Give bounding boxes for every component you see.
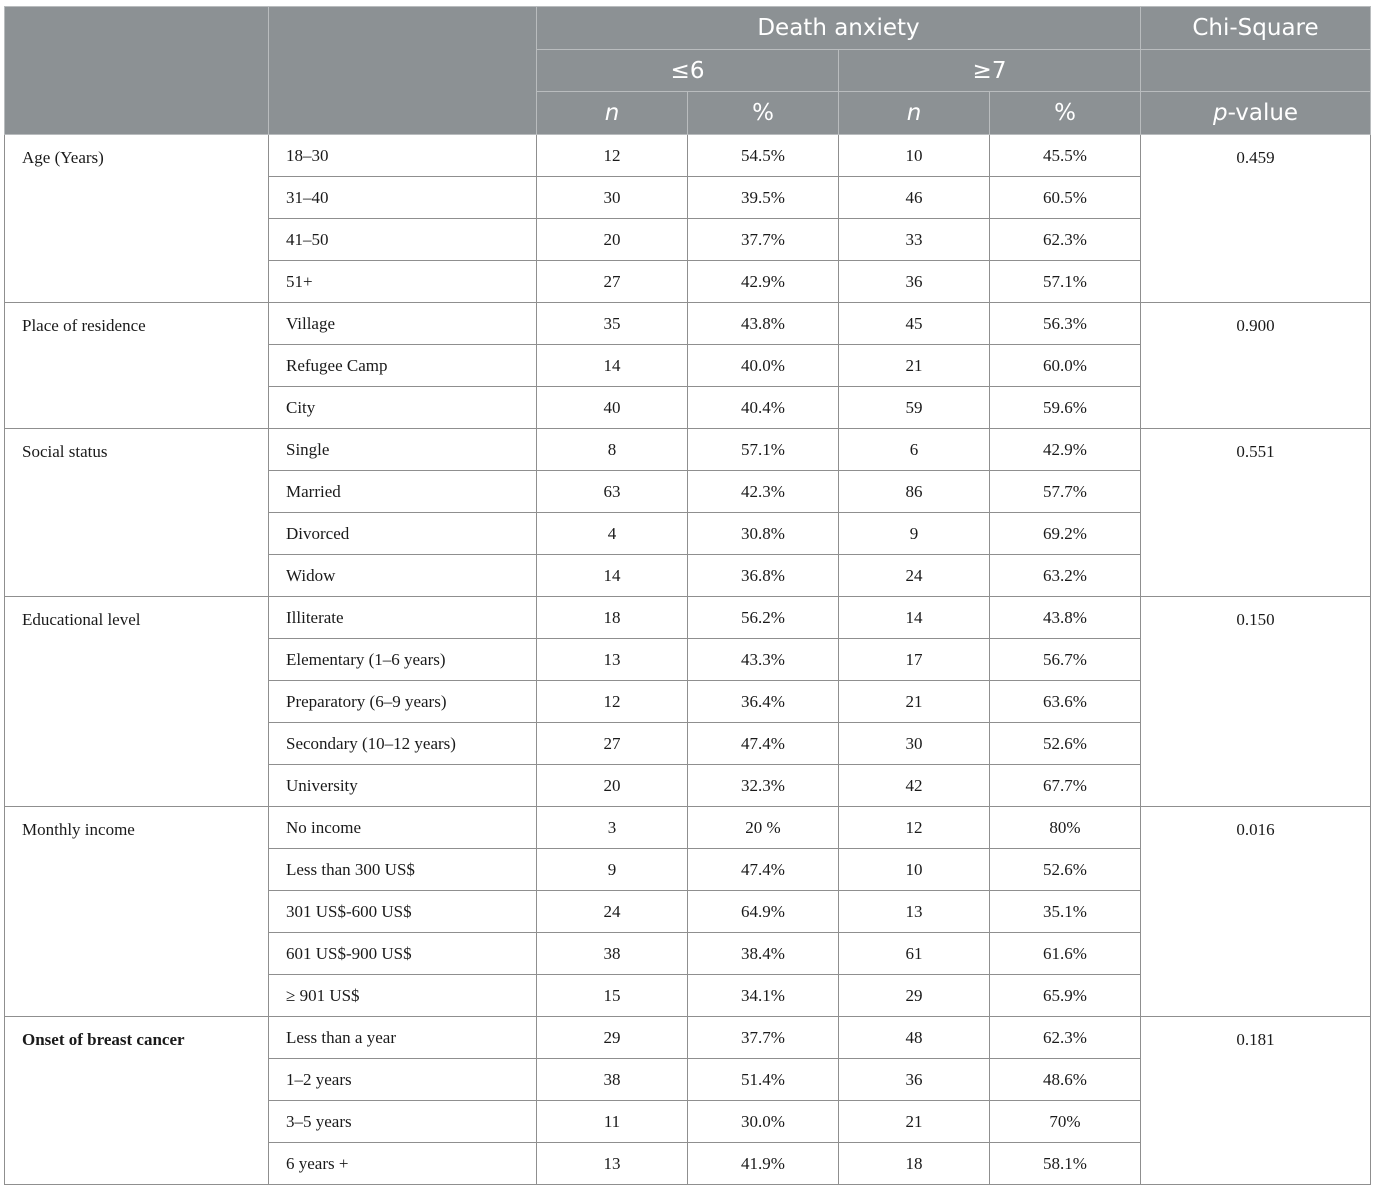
count-high: 24 [839,555,990,597]
table-row [5,807,1371,849]
category-label: Less than a year [269,1017,537,1059]
percent-high: 69.2% [990,513,1141,555]
percent-low: 30.0% [688,1101,839,1143]
percent-high: 57.7% [990,471,1141,513]
percent-high: 48.6% [990,1059,1141,1101]
count-low: 63 [537,471,688,513]
percent-high: 67.7% [990,765,1141,807]
category-label: Refugee Camp [269,345,537,387]
percent-high: 61.6% [990,933,1141,975]
count-high: 18 [839,1143,990,1185]
count-high: 17 [839,639,990,681]
percent-low: 36.4% [688,681,839,723]
variable-label: Age (Years) [5,135,269,303]
header-n-low: n [537,92,688,135]
percent-high: 70% [990,1101,1141,1143]
percent-low: 47.4% [688,849,839,891]
p-value: 0.900 [1141,303,1371,429]
p-value: 0.459 [1141,135,1371,303]
percent-low: 39.5% [688,177,839,219]
table-header [5,7,1371,135]
variable-label: Educational level [5,597,269,807]
percent-low: 51.4% [688,1059,839,1101]
percent-low: 42.3% [688,471,839,513]
percent-high: 62.3% [990,1017,1141,1059]
count-high: 61 [839,933,990,975]
count-high: 36 [839,1059,990,1101]
category-label: 31–40 [269,177,537,219]
count-high: 36 [839,261,990,303]
count-low: 8 [537,429,688,471]
header-pct-low: % [688,92,839,135]
death-anxiety-table [4,6,1371,1185]
percent-low: 20 % [688,807,839,849]
percent-low: 56.2% [688,597,839,639]
percent-high: 58.1% [990,1143,1141,1185]
table-row [5,597,1371,639]
p-value: 0.016 [1141,807,1371,1017]
percent-high: 60.0% [990,345,1141,387]
percent-low: 30.8% [688,513,839,555]
count-low: 40 [537,387,688,429]
percent-high: 65.9% [990,975,1141,1017]
count-high: 48 [839,1017,990,1059]
count-low: 27 [537,261,688,303]
percent-high: 45.5% [990,135,1141,177]
percent-high: 42.9% [990,429,1141,471]
table-body [5,135,1371,1185]
header-blank-category [269,7,537,135]
category-label: Secondary (10–12 years) [269,723,537,765]
percent-high: 57.1% [990,261,1141,303]
variable-label: Onset of breast cancer [5,1017,269,1185]
percent-low: 43.3% [688,639,839,681]
count-low: 30 [537,177,688,219]
percent-high: 80% [990,807,1141,849]
count-low: 20 [537,765,688,807]
variable-label: Place of residence [5,303,269,429]
header-high-group: ≥7 [839,50,1141,92]
count-high: 12 [839,807,990,849]
percent-low: 37.7% [688,1017,839,1059]
count-low: 15 [537,975,688,1017]
percent-low: 38.4% [688,933,839,975]
count-low: 29 [537,1017,688,1059]
category-label: Less than 300 US$ [269,849,537,891]
category-label: No income [269,807,537,849]
count-low: 14 [537,555,688,597]
count-high: 45 [839,303,990,345]
category-label: Married [269,471,537,513]
count-low: 27 [537,723,688,765]
percent-high: 60.5% [990,177,1141,219]
percent-high: 52.6% [990,849,1141,891]
percent-low: 57.1% [688,429,839,471]
category-label: 6 years + [269,1143,537,1185]
header-p-value: p-value [1141,92,1371,135]
category-label: 1–2 years [269,1059,537,1101]
percent-high: 63.2% [990,555,1141,597]
header-n-high: n [839,92,990,135]
category-label: Preparatory (6–9 years) [269,681,537,723]
percent-low: 36.8% [688,555,839,597]
percent-high: 35.1% [990,891,1141,933]
category-label: Illiterate [269,597,537,639]
category-label: 3–5 years [269,1101,537,1143]
count-low: 14 [537,345,688,387]
header-pct-high: % [990,92,1141,135]
variable-label: Social status [5,429,269,597]
table-row [5,303,1371,345]
count-low: 12 [537,681,688,723]
header-death-anxiety: Death anxiety [537,7,1141,50]
percent-low: 43.8% [688,303,839,345]
category-label: Single [269,429,537,471]
count-high: 86 [839,471,990,513]
percent-high: 59.6% [990,387,1141,429]
count-low: 35 [537,303,688,345]
category-label: Elementary (1–6 years) [269,639,537,681]
count-high: 46 [839,177,990,219]
p-value: 0.181 [1141,1017,1371,1185]
count-high: 6 [839,429,990,471]
count-high: 42 [839,765,990,807]
category-label: Widow [269,555,537,597]
count-high: 10 [839,135,990,177]
count-high: 9 [839,513,990,555]
percent-low: 34.1% [688,975,839,1017]
header-chi-blank [1141,50,1371,92]
header-chi-square: Chi-Square [1141,7,1371,50]
count-low: 3 [537,807,688,849]
count-low: 20 [537,219,688,261]
header-low-group: ≤6 [537,50,839,92]
count-low: 4 [537,513,688,555]
count-low: 12 [537,135,688,177]
percent-high: 56.3% [990,303,1141,345]
category-label: ≥ 901 US$ [269,975,537,1017]
count-low: 38 [537,933,688,975]
category-label: City [269,387,537,429]
category-label: 601 US$-900 US$ [269,933,537,975]
percent-high: 63.6% [990,681,1141,723]
count-high: 14 [839,597,990,639]
count-high: 21 [839,345,990,387]
category-label: 51+ [269,261,537,303]
p-value: 0.551 [1141,429,1371,597]
table-row [5,429,1371,471]
count-low: 13 [537,639,688,681]
count-high: 30 [839,723,990,765]
count-low: 11 [537,1101,688,1143]
percent-high: 52.6% [990,723,1141,765]
percent-low: 40.0% [688,345,839,387]
count-low: 13 [537,1143,688,1185]
category-label: 301 US$-600 US$ [269,891,537,933]
table-row [5,1017,1371,1059]
count-low: 9 [537,849,688,891]
percent-low: 64.9% [688,891,839,933]
percent-high: 62.3% [990,219,1141,261]
percent-high: 43.8% [990,597,1141,639]
count-high: 59 [839,387,990,429]
table-row [5,135,1371,177]
count-high: 33 [839,219,990,261]
category-label: Village [269,303,537,345]
count-high: 21 [839,681,990,723]
category-label: 41–50 [269,219,537,261]
count-high: 21 [839,1101,990,1143]
percent-low: 32.3% [688,765,839,807]
percent-low: 37.7% [688,219,839,261]
count-low: 24 [537,891,688,933]
percent-low: 41.9% [688,1143,839,1185]
count-low: 18 [537,597,688,639]
percent-low: 47.4% [688,723,839,765]
count-high: 29 [839,975,990,1017]
percent-low: 40.4% [688,387,839,429]
variable-label: Monthly income [5,807,269,1017]
header-blank-variable [5,7,269,135]
percent-high: 56.7% [990,639,1141,681]
count-low: 38 [537,1059,688,1101]
category-label: University [269,765,537,807]
percent-low: 54.5% [688,135,839,177]
p-value: 0.150 [1141,597,1371,807]
percent-low: 42.9% [688,261,839,303]
count-high: 13 [839,891,990,933]
count-high: 10 [839,849,990,891]
category-label: 18–30 [269,135,537,177]
category-label: Divorced [269,513,537,555]
